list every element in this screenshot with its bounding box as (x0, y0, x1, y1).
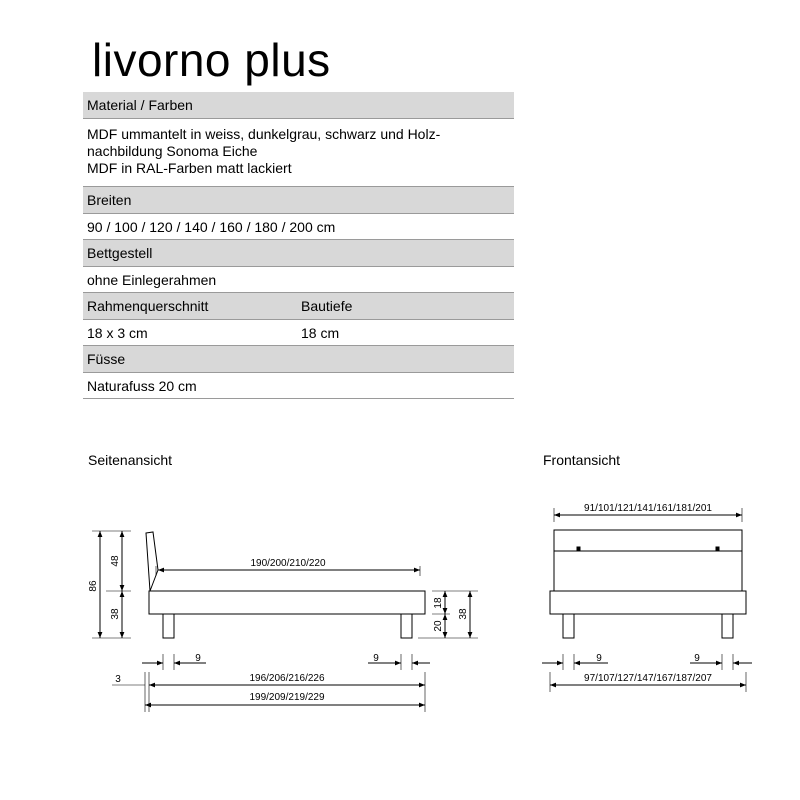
bautiefe-value-text: 18 cm (301, 325, 340, 341)
dim-lower-label: 38 (110, 608, 121, 620)
dim-frame-height-label: 18 (433, 597, 444, 609)
product-title: livorno plus (92, 34, 331, 86)
dim-outer-2-label: 199/209/219/229 (249, 692, 325, 703)
front-view-caption: Frontansicht (543, 452, 621, 468)
side-headboard (146, 532, 158, 591)
dim-total-height-label: 86 (88, 580, 99, 592)
rahmen-header-label: Rahmenquerschnitt (87, 298, 209, 314)
bettgestell-header-label: Bettgestell (87, 245, 153, 261)
side-leg-right (401, 614, 412, 638)
breiten-value-text: 90 / 100 / 120 / 140 / 160 / 180 / 200 cm (87, 219, 336, 235)
front-frame (550, 591, 746, 614)
front-body (554, 551, 742, 591)
rahmen-value-text: 18 x 3 cm (87, 325, 148, 341)
dim-front-leg-left-label: 9 (596, 653, 602, 664)
side-frame (149, 591, 425, 614)
fuesse-header-label: Füsse (87, 351, 126, 367)
material-line-1: MDF ummantelt in weiss, dunkelgrau, schwarz und Holz- (87, 126, 441, 142)
dim-headboard-label: 48 (110, 555, 121, 567)
dim-leg-left-label: 9 (195, 653, 201, 664)
material-line-3: MDF in RAL-Farben matt lackiert (87, 160, 292, 176)
dim-offset-label: 3 (115, 674, 121, 685)
dim-side-height-label: 38 (458, 608, 469, 620)
front-leg-right (722, 614, 733, 638)
breiten-header-label: Breiten (87, 192, 132, 208)
dim-leg-height-label: 20 (433, 620, 444, 632)
bautiefe-header-label: Bautiefe (301, 298, 353, 314)
dim-front-bottom-width-label: 97/107/127/147/167/187/207 (584, 673, 712, 684)
material-line-2: nachbildung Sonoma Eiche (87, 143, 258, 159)
dim-front-leg-right-label: 9 (694, 653, 700, 664)
dim-outer-1-label: 196/206/216/226 (249, 673, 325, 684)
side-leg-left (163, 614, 174, 638)
bettgestell-value-text: ohne Einlegerahmen (87, 272, 217, 288)
front-headboard (554, 530, 742, 551)
dim-leg-right-label: 9 (373, 653, 379, 664)
dim-length-label: 190/200/210/220 (250, 558, 326, 569)
side-view-caption: Seitenansicht (88, 452, 173, 468)
dim-front-top-width-label: 91/101/121/141/161/181/201 (584, 503, 712, 514)
front-view-drawing (542, 508, 752, 692)
material-header-label: Material / Farben (87, 97, 193, 113)
front-leg-left (563, 614, 574, 638)
fuesse-value-text: Naturafuss 20 cm (87, 378, 197, 394)
